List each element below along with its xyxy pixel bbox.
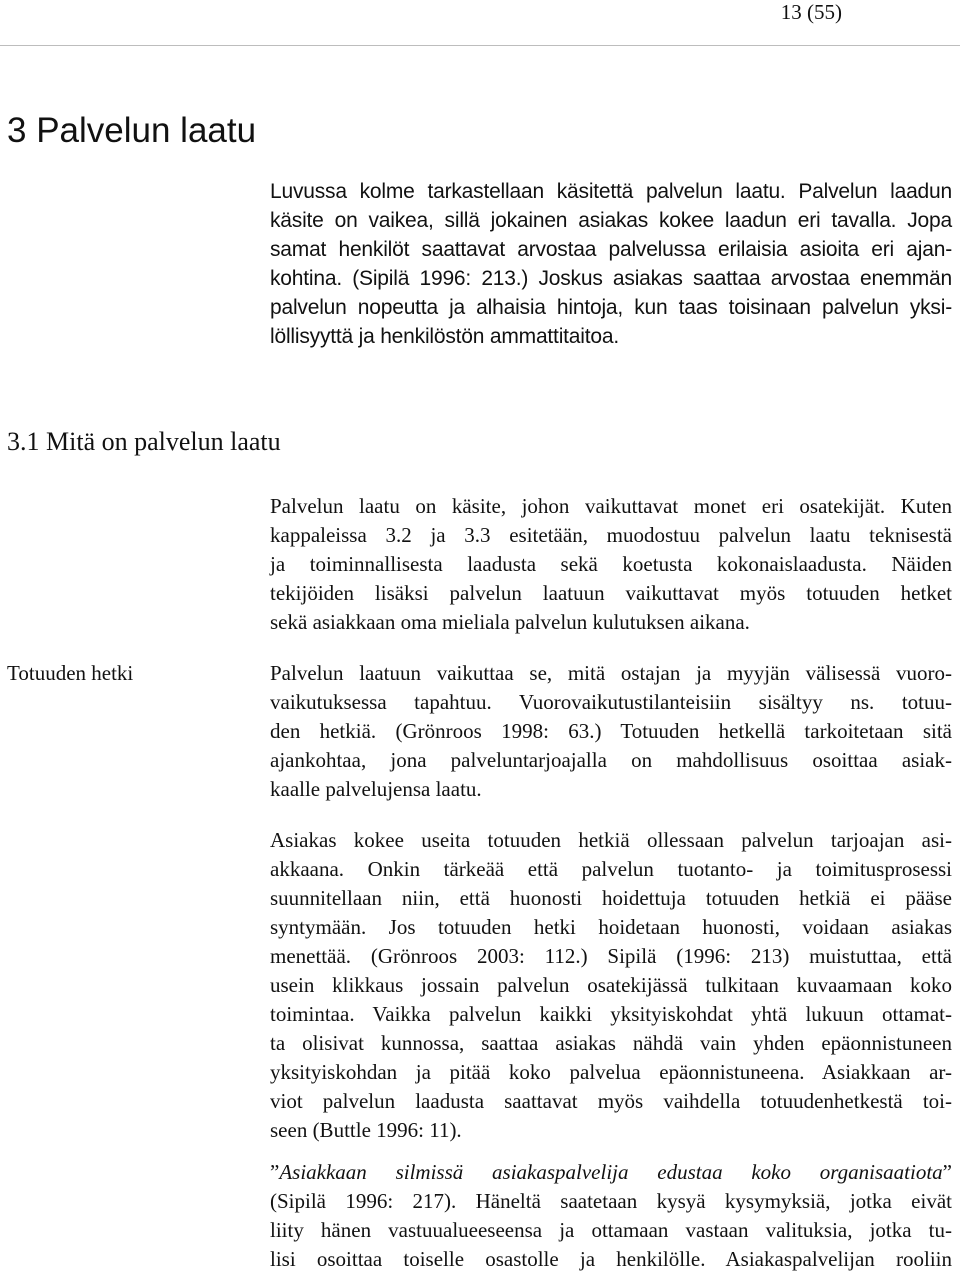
text-line: menettää. (Grönroos 2003: 112.) Sipilä (1996: 213) muistuttaa, että: [270, 944, 952, 968]
text-line: syntymään. Jos totuuden hetki hoidetaan huonosti, voidaan asiakas: [270, 915, 952, 939]
margin-heading-totuuden-hetki: Totuuden hetki: [7, 661, 134, 685]
text-line: den hetkiä. (Grönroos 1998: 63.) Totuuden hetkellä tarkoitetaan sitä: [270, 719, 952, 743]
intro-paragraph: [270, 177, 952, 351]
text-line: ja toiminnallisesta laadusta sekä koetusta kokonaislaadusta. Näiden: [270, 552, 952, 576]
text-line: yksityiskohdan ja pitää koko palvelua epäonnistuneena. Asiakkaan ar-: [270, 1060, 952, 1084]
quote-line: [270, 1158, 952, 1187]
text-line: löllisyyttä ja henkilöstön ammattitaitoa.: [270, 325, 619, 348]
text-line: usein klikkaus jossain palvelun osatekijässä tulkitaan kuvaamaan koko: [270, 973, 952, 997]
text-line: seen (Buttle 1996: 11).: [270, 1118, 462, 1142]
text-line: käsite on vaikea, sillä jokainen asiakas kokee laadun eri tavalla. Jopa: [270, 209, 952, 232]
header-rule: [0, 45, 960, 46]
text-line: sekä asiakkaan oma mieliala palvelun kulutuksen aikana.: [270, 610, 750, 634]
text-line: samat henkilöt saattavat arvostaa palvelussa erilaisia asioita eri ajan-: [270, 238, 952, 261]
text-line: toimintaa. Vaikka palvelun kaikki yksityiskohdat yhtä lukuun ottamat-: [270, 1002, 952, 1026]
text-line: (Sipilä 1996: 217). Häneltä saatetaan kysyä kysymyksiä, jotka eivät: [270, 1189, 952, 1213]
text-line: lisi osoittaa toiselle osastolle ja henkilölle. Asiakaspalvelijan rooliin: [270, 1247, 952, 1271]
text-line: Luvussa kolme tarkastellaan käsitettä palvelun laatu. Palvelun laadun: [270, 180, 952, 203]
body-paragraph-4: [270, 1158, 952, 1274]
text-line: vaikutuksessa tapahtuu. Vuorovaikutustilanteisiin sisältyy ns. totuu-: [270, 690, 952, 714]
text-line: akkaana. Onkin tärkeää että palvelun tuotanto- ja toimitusprosessi: [270, 857, 952, 881]
text-line: liity hänen vastuualueeseensa ja ottamaan vastaan valituksia, jotka tu-: [270, 1218, 952, 1242]
body-paragraph-3: [270, 826, 952, 1145]
body-paragraph-2: [270, 659, 952, 804]
close-quote-mark: ”: [942, 1160, 952, 1184]
section-title: 3.1 Mitä on palvelun laatu: [7, 427, 281, 456]
text-line: ta olisivat kunnossa, saattaa asiakas nähdä vain yhden epäonnistuneen: [270, 1031, 952, 1055]
text-line: suunnitellaan niin, että huonosti hoidettuja totuuden hetkiä ei pääse: [270, 886, 952, 910]
text-line: ajankohtaa, jona palveluntarjoajalla on mahdollisuus osoittaa asiak-: [270, 748, 952, 772]
text-line: kappaleissa 3.2 ja 3.3 esitetään, muodostuu palvelun laatu teknisestä: [270, 523, 952, 547]
quoted-text: Asiakkaan silmissä asiakaspalvelija edustaa koko organisaatiota: [279, 1160, 943, 1184]
page-number: 13 (55): [780, 0, 842, 24]
chapter-title: 3 Palvelun laatu: [7, 111, 257, 150]
body-paragraph-1: [270, 492, 952, 637]
text-line: kaalle palvelujensa laatu.: [270, 777, 482, 801]
text-line: Palvelun laatu on käsite, johon vaikuttavat monet eri osatekijät. Kuten: [270, 494, 952, 518]
text-line: Palvelun laatuun vaikuttaa se, mitä ostajan ja myyjän välisessä vuoro-: [270, 661, 952, 685]
text-line: tekijöiden lisäksi palvelun laatuun vaikuttavat myös totuuden hetket: [270, 581, 952, 605]
text-line: viot palvelun laadusta saattavat myös vaihdella totuudenhetkestä toi-: [270, 1089, 952, 1113]
text-line: palvelun nopeutta ja alhaisia hintoja, kun taas toisinaan palvelun yksi-: [270, 296, 952, 319]
text-line: Asiakas kokee useita totuuden hetkiä ollessaan palvelun tarjoajan asi-: [270, 828, 952, 852]
open-quote-mark: ”: [270, 1160, 280, 1184]
text-line: kohtina. (Sipilä 1996: 213.) Joskus asiakas saattaa arvostaa enemmän: [270, 267, 952, 290]
